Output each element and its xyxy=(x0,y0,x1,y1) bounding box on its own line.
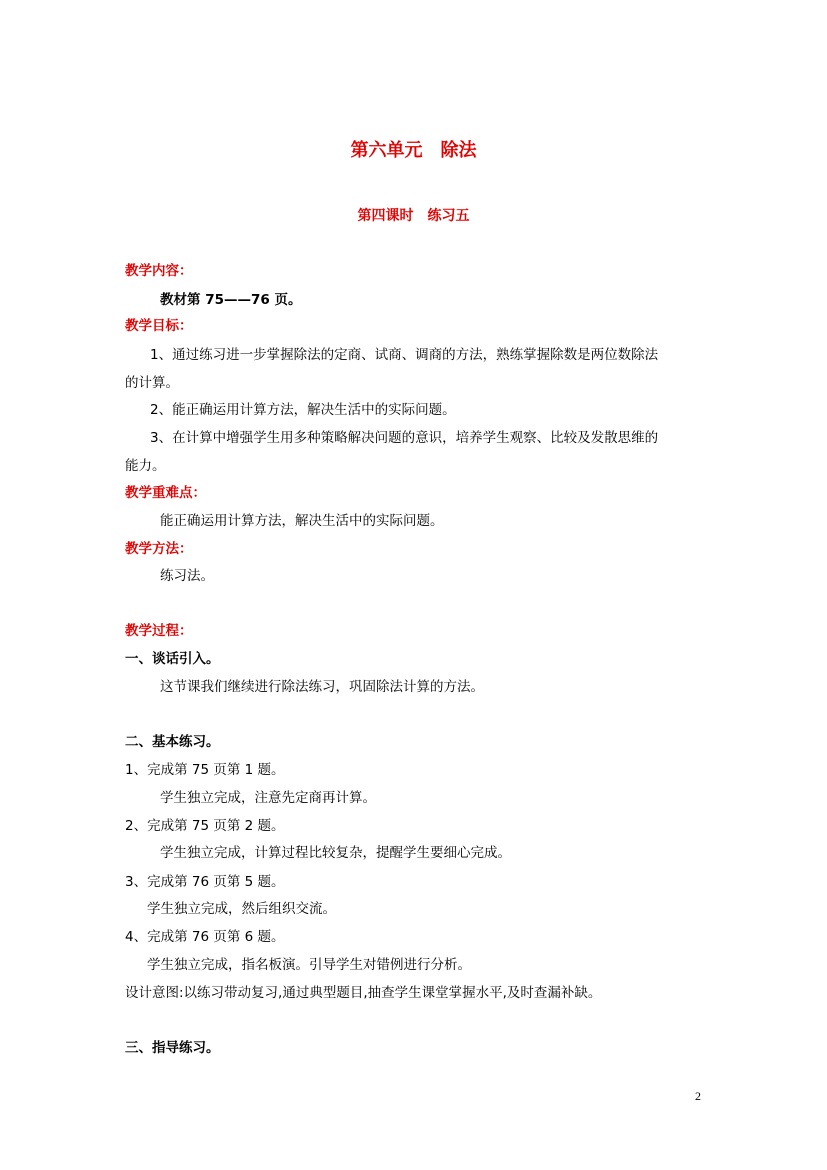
page-number: 2 xyxy=(695,1089,701,1103)
section-1-heading: 一、谈话引入。 xyxy=(125,651,220,667)
key-text: 能正确运用计算方法，解决生活中的实际问题。 xyxy=(160,513,444,529)
section-3-heading: 三、指导练习。 xyxy=(125,1040,220,1056)
goals-heading: 教学目标： xyxy=(125,318,193,334)
design-intent: 设计意图:以练习带动复习,通过典型题目,抽查学生课堂掌握水平,及时查漏补缺。 xyxy=(125,985,602,1001)
item-1: 1、完成第 75 页第 1 题。 xyxy=(125,762,285,778)
goal-3-line-2: 能力。 xyxy=(125,458,166,474)
page-title: 第六单元 除法 xyxy=(350,140,477,161)
goal-3-line-1: 3、在计算中增强学生用多种策略解决问题的意识，培养学生观察、比较及发散思维的 xyxy=(150,430,659,446)
item-2-note: 学生独立完成，计算过程比较复杂，提醒学生要细心完成。 xyxy=(160,845,511,861)
item-4-note: 学生独立完成，指名板演。引导学生对错例进行分析。 xyxy=(147,957,471,973)
goal-2: 2、能正确运用计算方法，解决生活中的实际问题。 xyxy=(150,402,456,418)
section-1-text: 这节课我们继续进行除法练习，巩固除法计算的方法。 xyxy=(160,679,484,695)
key-heading: 教学重难点： xyxy=(125,485,206,501)
process-heading: 教学过程： xyxy=(125,623,193,639)
content-text: 教材第 75——76 页。 xyxy=(160,292,302,308)
goal-1-line-2: 的计算。 xyxy=(125,375,179,391)
item-2: 2、完成第 75 页第 2 题。 xyxy=(125,818,285,834)
goal-1-line-1: 1、通过练习进一步掌握除法的定商、试商、调商的方法，熟练掌握除数是两位数除法 xyxy=(150,347,659,363)
method-text: 练习法。 xyxy=(160,568,214,584)
item-4: 4、完成第 76 页第 6 题。 xyxy=(125,929,285,945)
content-heading: 教学内容： xyxy=(125,263,193,279)
page-subtitle: 第四课时 练习五 xyxy=(357,208,470,224)
item-1-note: 学生独立完成，注意先定商再计算。 xyxy=(160,790,376,806)
section-2-heading: 二、基本练习。 xyxy=(125,734,220,750)
method-heading: 教学方法： xyxy=(125,541,193,557)
item-3: 3、完成第 76 页第 5 题。 xyxy=(125,874,285,890)
item-3-note: 学生独立完成，然后组织交流。 xyxy=(147,901,336,917)
